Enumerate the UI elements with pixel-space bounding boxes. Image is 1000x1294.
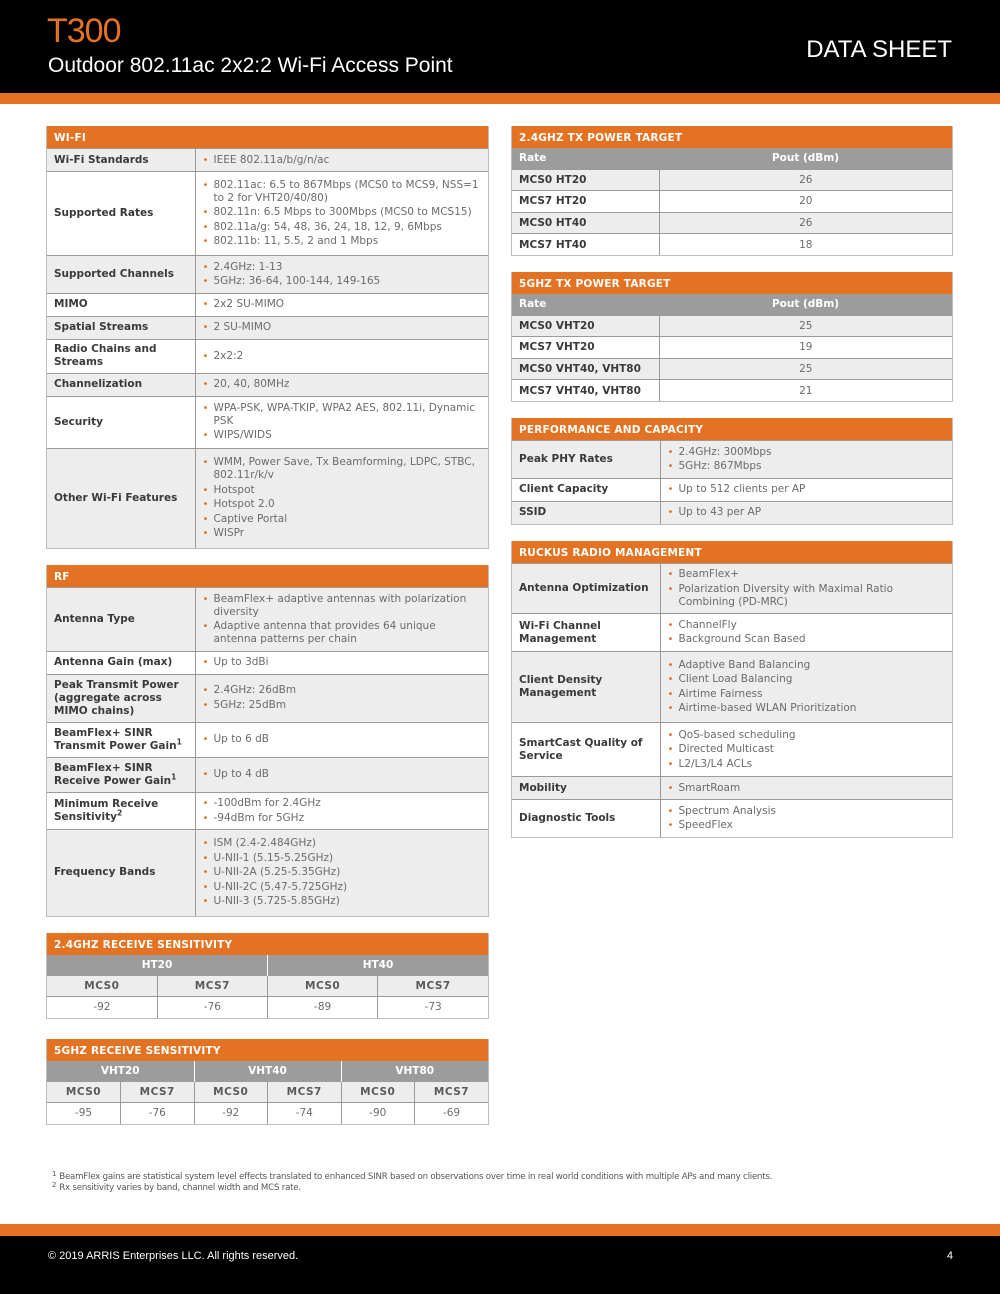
header-accent-bar — [0, 93, 1000, 104]
spec-value: • 2x2:2 — [202, 350, 483, 363]
spec-row — [512, 800, 952, 837]
spec-row — [512, 501, 952, 524]
right-column — [511, 126, 953, 854]
footer-accent-bar — [0, 1224, 1000, 1236]
spec-row — [47, 588, 488, 652]
spec-values — [667, 619, 947, 647]
rx24-section — [46, 933, 489, 1019]
spec-label: Radio Chains and Streams — [47, 339, 195, 373]
spec-label: Minimum Receive Sensitivity$^2$ — [47, 792, 195, 830]
footnote-ref: 1 — [171, 772, 177, 781]
product-model: T300 — [47, 12, 121, 50]
mcs-header: MCS7 — [121, 1082, 195, 1103]
group-header: HT20 — [47, 955, 268, 976]
mcs-header: MCS0 — [47, 976, 157, 997]
rate-label: MCS7 VHT40, VHT80 — [512, 380, 659, 402]
group-header: HT40 — [268, 955, 489, 976]
spec-value: • 802.11ac: 6.5 to 867Mbps (MCS0 to MCS9, NSS=1 to 2 for VHT20/40/80) — [202, 179, 483, 205]
spec-row — [512, 777, 952, 800]
spec-value: • Adaptive Band Balancing — [667, 659, 947, 672]
spec-values — [202, 456, 483, 540]
spec-values — [202, 768, 483, 781]
spec-value: • SpeedFlex — [667, 819, 947, 832]
section-title: PERFORMANCE AND CAPACITY — [512, 418, 952, 440]
spec-values — [202, 179, 483, 249]
spec-value: • WMM, Power Save, Tx Beamforming, LDPC, STBC, 802.11r/k/v — [202, 456, 483, 482]
spec-value: • 802.11a/g: 54, 48, 36, 24, 18, 12, 9, 6Mbps — [202, 221, 483, 234]
mcs-header: MCS7 — [378, 976, 488, 997]
spec-values — [202, 797, 483, 825]
spec-row — [47, 674, 488, 722]
sensitivity-value: -76 — [157, 997, 267, 1018]
spec-values — [202, 837, 483, 908]
spec-values — [202, 593, 483, 647]
pout-value: 25 — [659, 315, 952, 337]
section-title: RUCKUS RADIO MANAGEMENT — [512, 541, 952, 563]
spec-value: • Up to 4 dB — [202, 768, 483, 781]
document-type: DATA SHEET — [806, 36, 952, 63]
section-title: 2.4GHZ TX POWER TARGET — [512, 126, 952, 148]
footnote-ref: 2 — [116, 808, 123, 818]
spec-values — [202, 154, 483, 167]
spec-row — [512, 441, 952, 479]
left-column — [46, 126, 489, 1141]
spec-values — [667, 568, 947, 609]
spec-values — [202, 402, 483, 443]
spec-row — [47, 373, 488, 396]
page-footer — [0, 1236, 1000, 1294]
rate-label: MCS7 HT20 — [512, 191, 659, 213]
spec-row — [47, 757, 488, 792]
power-row — [512, 169, 952, 191]
spec-label: Mobility — [512, 777, 660, 800]
spec-value: • Hotspot — [202, 484, 483, 497]
page-header — [0, 0, 1000, 93]
footnote-2: $^2$ Rx sensitivity varies by band, channel width and MCS rate. — [52, 1181, 301, 1193]
spec-value: • Directed Multicast — [667, 743, 947, 756]
spec-label: Supported Channels — [47, 256, 195, 294]
sensitivity-value: -76 — [121, 1103, 195, 1124]
spec-value: • 5GHz: 36-64, 100-144, 149-165 — [202, 275, 483, 288]
group-header: VHT40 — [194, 1061, 341, 1082]
spec-row — [512, 614, 952, 652]
spec-values — [667, 659, 947, 716]
performance-table — [512, 440, 952, 524]
rf-section — [46, 565, 489, 917]
spec-row — [47, 316, 488, 339]
spec-value: • QoS-based scheduling — [667, 729, 947, 742]
spec-value: • 802.11n: 6.5 Mbps to 300Mbps (MCS0 to MCS15) — [202, 206, 483, 219]
spec-values — [202, 656, 483, 669]
section-title: 5GHZ TX POWER TARGET — [512, 272, 952, 294]
mcs-header: MCS7 — [415, 1082, 489, 1103]
rx24-table — [47, 955, 488, 1018]
mcs-header: MCS0 — [194, 1082, 268, 1103]
wifi-section — [46, 126, 489, 549]
spec-value: • SmartRoam — [667, 782, 947, 795]
spec-label: Security — [47, 396, 195, 448]
spec-values — [202, 298, 483, 311]
rx5-section — [46, 1039, 489, 1125]
spec-value: • Up to 6 dB — [202, 733, 483, 746]
spec-row — [47, 396, 488, 448]
spec-label: Client Density Management — [512, 652, 660, 723]
spec-label: SSID — [512, 501, 660, 524]
spec-value: • 2.4GHz: 26dBm — [202, 684, 483, 697]
spec-row — [512, 563, 952, 614]
group-header: VHT80 — [341, 1061, 488, 1082]
spec-value: • U-NII-2A (5.25-5.35GHz) — [202, 866, 483, 879]
tx24-table — [512, 148, 952, 255]
footnotes — [52, 1172, 772, 1194]
sensitivity-value: -73 — [378, 997, 488, 1018]
section-title: 5GHZ RECEIVE SENSITIVITY — [47, 1039, 488, 1061]
spec-label: Wi-Fi Standards — [47, 149, 195, 172]
spec-value: • 5GHz: 25dBm — [202, 699, 483, 712]
sensitivity-value: -92 — [194, 1103, 268, 1124]
spec-values — [202, 684, 483, 712]
spec-label: Client Capacity — [512, 478, 660, 501]
spec-values — [202, 733, 483, 746]
spec-values — [202, 321, 483, 334]
spec-value: • ISM (2.4-2.484GHz) — [202, 837, 483, 850]
spec-row — [512, 478, 952, 501]
spec-value: • U-NII-2C (5.47-5.725GHz) — [202, 881, 483, 894]
spec-value: • L2/L3/L4 ACLs — [667, 758, 947, 771]
rx5-table — [47, 1061, 488, 1124]
power-row — [512, 315, 952, 337]
spec-label: Diagnostic Tools — [512, 800, 660, 837]
spec-values — [667, 446, 947, 474]
spec-label: MIMO — [47, 293, 195, 316]
section-title: WI-FI — [47, 126, 488, 148]
spec-value: • 2 SU-MIMO — [202, 321, 483, 334]
pout-value: 20 — [659, 191, 952, 213]
group-header: VHT20 — [47, 1061, 194, 1082]
spec-value: • Up to 512 clients per AP — [667, 483, 947, 496]
spec-value: • Client Load Balancing — [667, 673, 947, 686]
pout-value: 19 — [659, 337, 952, 359]
spec-value: • U-NII-3 (5.725-5.85GHz) — [202, 895, 483, 908]
sensitivity-value: -69 — [415, 1103, 489, 1124]
spec-row — [47, 256, 488, 294]
spec-values — [667, 782, 947, 795]
pout-value: 25 — [659, 358, 952, 380]
power-row — [512, 212, 952, 234]
section-title: 2.4GHZ RECEIVE SENSITIVITY — [47, 933, 488, 955]
rate-column-header: Rate — [512, 148, 659, 169]
spec-row — [47, 651, 488, 674]
spec-value: • IEEE 802.11a/b/g/n/ac — [202, 154, 483, 167]
copyright: © 2019 ARRIS Enterprises LLC. All rights reserved. — [48, 1250, 299, 1262]
spec-value: • -94dBm for 5GHz — [202, 812, 483, 825]
spec-value: • 5GHz: 867Mbps — [667, 460, 947, 473]
spec-value: • 2x2 SU-MIMO — [202, 298, 483, 311]
spec-values — [202, 350, 483, 363]
power-row — [512, 234, 952, 256]
spec-value: • Background Scan Based — [667, 633, 947, 646]
mcs-header: MCS0 — [341, 1082, 415, 1103]
spec-label: Spatial Streams — [47, 316, 195, 339]
product-subtitle: Outdoor 802.11ac 2x2:2 Wi-Fi Access Point — [48, 54, 453, 77]
rf-spec-table — [47, 587, 488, 916]
pout-value: 26 — [659, 169, 952, 191]
spec-row — [47, 339, 488, 373]
rate-label: MCS7 VHT20 — [512, 337, 659, 359]
spec-value: • Spectrum Analysis — [667, 805, 947, 818]
spec-value: • Adaptive antenna that provides 64 unique antenna patterns per chain — [202, 620, 483, 646]
spec-label: Supported Rates — [47, 172, 195, 256]
spec-label: Other Wi-Fi Features — [47, 448, 195, 548]
power-row — [512, 358, 952, 380]
spec-value: • 2.4GHz: 300Mbps — [667, 446, 947, 459]
tx5-table — [512, 294, 952, 401]
spec-values — [202, 261, 483, 289]
spec-values — [667, 729, 947, 771]
spec-values — [667, 506, 947, 519]
mcs-header: MCS7 — [268, 1082, 342, 1103]
radio-management-table — [512, 563, 952, 837]
rate-label: MCS0 VHT40, VHT80 — [512, 358, 659, 380]
pout-column-header: Pout (dBm) — [659, 294, 952, 315]
spec-row — [47, 792, 488, 830]
sensitivity-value: -74 — [268, 1103, 342, 1124]
spec-value: • WIPS/WIDS — [202, 429, 483, 442]
wifi-spec-table — [47, 148, 488, 548]
spec-label: BeamFlex+ SINR Receive Power Gain$^1$ — [47, 757, 195, 792]
spec-value: • Hotspot 2.0 — [202, 498, 483, 511]
spec-row — [47, 448, 488, 548]
spec-row — [47, 722, 488, 757]
spec-value: • Captive Portal — [202, 513, 483, 526]
spec-value: • Up to 3dBi — [202, 656, 483, 669]
spec-value: • Polarization Diversity with Maximal Ratio Combining (PD-MRC) — [667, 583, 947, 609]
page-number: 4 — [946, 1250, 953, 1262]
spec-label: Wi-Fi Channel Management — [512, 614, 660, 652]
spec-value: • WPA-PSK, WPA-TKIP, WPA2 AES, 802.11i, Dynamic PSK — [202, 402, 483, 428]
spec-row — [47, 149, 488, 172]
spec-label: Antenna Optimization — [512, 563, 660, 614]
spec-value: • -100dBm for 2.4GHz — [202, 797, 483, 810]
mcs-header: MCS0 — [268, 976, 378, 997]
spec-label: BeamFlex+ SINR Transmit Power Gain$^1$ — [47, 722, 195, 757]
spec-values — [202, 378, 483, 391]
spec-row — [47, 172, 488, 256]
section-title: RF — [47, 565, 488, 587]
spec-value: • WISPr — [202, 527, 483, 540]
spec-value: • 20, 40, 80MHz — [202, 378, 483, 391]
pout-column-header: Pout (dBm) — [659, 148, 952, 169]
mcs-header: MCS7 — [157, 976, 267, 997]
tx24-section — [511, 126, 953, 256]
rate-column-header: Rate — [512, 294, 659, 315]
rate-label: MCS7 HT40 — [512, 234, 659, 256]
pout-value: 18 — [659, 234, 952, 256]
sensitivity-value: -95 — [47, 1103, 121, 1124]
power-row — [512, 380, 952, 402]
pout-value: 21 — [659, 380, 952, 402]
pout-value: 26 — [659, 212, 952, 234]
spec-row — [47, 293, 488, 316]
power-row — [512, 191, 952, 213]
spec-values — [667, 483, 947, 496]
spec-value: • Airtime-based WLAN Prioritization — [667, 702, 947, 715]
spec-row — [47, 830, 488, 916]
spec-values — [667, 805, 947, 833]
footnote-ref: 1 — [176, 737, 182, 746]
rate-label: MCS0 HT40 — [512, 212, 659, 234]
radio-management-section — [511, 541, 953, 838]
spec-row — [512, 652, 952, 723]
spec-value: • Up to 43 per AP — [667, 506, 947, 519]
spec-row — [512, 723, 952, 777]
spec-label: Antenna Gain (max) — [47, 651, 195, 674]
spec-label: Antenna Type — [47, 588, 195, 652]
spec-value: • Airtime Fairness — [667, 688, 947, 701]
performance-section — [511, 418, 953, 525]
power-row — [512, 337, 952, 359]
spec-value: • ChannelFly — [667, 619, 947, 632]
rate-label: MCS0 HT20 — [512, 169, 659, 191]
mcs-header: MCS0 — [47, 1082, 121, 1103]
spec-label: Peak PHY Rates — [512, 441, 660, 479]
sensitivity-value: -90 — [341, 1103, 415, 1124]
tx5-section — [511, 272, 953, 402]
spec-value: • U-NII-1 (5.15-5.25GHz) — [202, 852, 483, 865]
spec-value: • BeamFlex+ — [667, 568, 947, 581]
spec-value: • BeamFlex+ adaptive antennas with polarization diversity — [202, 593, 483, 619]
rate-label: MCS0 VHT20 — [512, 315, 659, 337]
sensitivity-value: -89 — [268, 997, 378, 1018]
footnote-1: $^1$ BeamFlex gains are statistical system level effects translated to enhanced SINR based on observations over time in real world conditions with multiple APs and many clients. — [52, 1170, 773, 1182]
spec-label: Frequency Bands — [47, 830, 195, 916]
sensitivity-value: -92 — [47, 997, 157, 1018]
spec-label: Peak Transmit Power (aggregate across MIMO chains) — [47, 674, 195, 722]
spec-value: • 802.11b: 11, 5.5, 2 and 1 Mbps — [202, 235, 483, 248]
spec-label: SmartCast Quality of Service — [512, 723, 660, 777]
spec-label: Channelization — [47, 373, 195, 396]
spec-value: • 2.4GHz: 1-13 — [202, 261, 483, 274]
